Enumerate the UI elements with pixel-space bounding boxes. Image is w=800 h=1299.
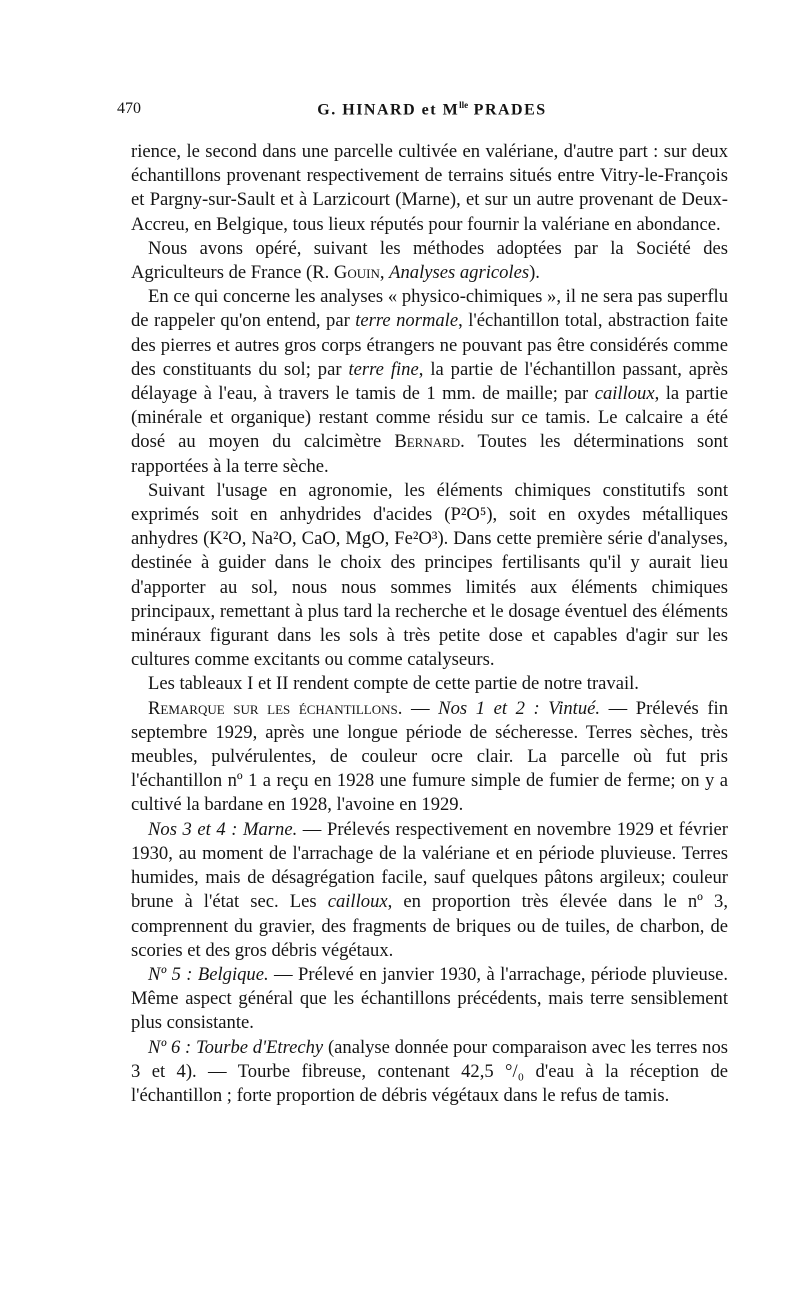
p3-text-b: , l'échantillon total, abstraction faite des pierres et autres gros corps étrangers ne pouvant pas être considérés comme des constituants du sol; par <box>131 310 729 380</box>
running-title-end: PRADES <box>468 101 547 119</box>
p7-text-b: , en proportion très élevée dans le nº 3, comprennent du gravier, des fragments de briques ou de tuiles, de charbon, de scories et des gros débris végétaux. <box>131 891 728 961</box>
p6-sample-ref: Nos 1 et 2 : Vintué. <box>438 697 601 719</box>
paragraph-8 <box>131 963 728 1036</box>
p9-text-a: (analyse donnée pour comparaison avec les terres nos 3 et 4). — Tourbe fibreuse, contenant 42,5 °/₀ d'eau à la réception de l'échantillon ; forte proportion de débris végétaux dans le refus de tamis. <box>131 1036 728 1106</box>
p3-name-bernard: Bernard <box>394 431 461 453</box>
p3-text-c: , la partie de l'échantillon passant, après délayage à l'eau, à travers le tamis de 1 mm. de maille; par <box>131 358 728 405</box>
p9-sample-ref: Nº 6 : Tourbe d'Etrechy <box>148 1036 324 1058</box>
running-title-sup: lle <box>459 100 469 110</box>
paragraph-5: Les tableaux I et II rendent compte de cette partie de notre travail. <box>148 673 639 695</box>
p7-text-a: — Prélevés respectivement en novembre 1929 et février 1930, au moment de l'arrachage de la valériane et en période pluvieuse. Terres humides, mais de désagrégation facile, sauf quelques pâtons argileux; couleur brune à l'état sec. Les <box>131 818 728 913</box>
paragraph-7 <box>131 818 728 963</box>
p6-remark-label: Remarque sur les échantillons. <box>148 697 403 719</box>
running-title-main: G. HINARD et M <box>317 101 460 119</box>
p2-text-a: Nous avons opéré, suivant les méthodes adoptées par la Société des Agriculteurs de France (R. <box>131 237 728 284</box>
paragraph-4: Suivant l'usage en agronomie, les éléments chimiques constitutifs sont exprimés soit en anhydrides d'acides (P²O⁵), soit en oxydes métalliques anhydres (K²O, Na²O, CaO, MgO, Fe²O³). Dans cette première série d'analyses, destinée à guider dans le choix des principes fertilisants qu'il y aurait lieu d'apporter au sol, nous nous sommes limités aux éléments chimiques principaux, remettant à plus tard la recherche et le dosage éventuel des éléments minéraux figurant dans les sols à très petite dose et capables d'agir sur les cultures comme excitants ou comme catalyseurs. <box>131 479 728 671</box>
paragraph-2 <box>131 237 728 285</box>
p2-author: Gouin <box>333 262 380 284</box>
p2-text-b: , <box>379 262 390 284</box>
p8-sample-ref: Nº 5 : Belgique. <box>148 963 269 985</box>
p2-book-title: Analyses agricoles <box>389 262 530 284</box>
p7-term-cailloux: cailloux <box>327 891 388 913</box>
p3-text-a: En ce qui concerne les analyses « physico-chimiques », il ne sera pas superflu de rappeler qu'on entend, par <box>131 286 728 332</box>
paragraph-1: rience, le second dans une parcelle cultivée en valériane, d'autre part : sur deux échantillons provenant respectivement de terrains situés entre Vitry-le-François et Pargny-sur-Sault et à Larzicourt (Marne), et sur un autre provenant de Deux-Accreu, en Belgique, tous lieux réputés pour fournir la valériane en abondance. <box>131 141 728 235</box>
p8-text-a: — Prélevé en janvier 1930, à l'arrachage, période pluvieuse. Même aspect général que les échantillons précédents, mais terre sensiblement plus consistante. <box>131 963 728 1034</box>
paragraph-6 <box>131 697 728 818</box>
p3-text-d: , la partie (minérale et organique) restant comme résidu sur ce tamis. Le calcaire a été dosé au moyen du calcimètre <box>131 383 728 453</box>
p6-text-b: — Prélevés fin septembre 1929, après une longue période de sécheresse. Terres sèches, très meubles, pulvérulentes, de couleur ocre clair. La parcelle où fut pris l'échantillon nº 1 a reçu en 1928 une fumure simple de fumier de ferme; on y a cultivé la bardane en 1928, l'avoine en 1929. <box>131 697 729 816</box>
p3-term-cailloux: cailloux <box>594 383 655 405</box>
p2-text-c: ). <box>529 262 540 284</box>
running-title <box>117 100 747 119</box>
p6-text-a: — <box>402 697 439 719</box>
p3-text-e: . Toutes les déterminations sont rapportées à la terre sèche. <box>131 431 728 477</box>
p7-sample-ref: Nos 3 et 4 : Marne. <box>148 818 298 840</box>
p3-term-terre-normale: terre normale <box>355 310 459 332</box>
paragraph-9 <box>131 1036 728 1109</box>
body-text <box>131 140 728 1108</box>
page-header <box>117 100 747 126</box>
paragraph-3 <box>131 285 728 479</box>
page-number: 470 <box>117 100 141 117</box>
p3-term-terre-fine: terre fine <box>348 358 419 380</box>
